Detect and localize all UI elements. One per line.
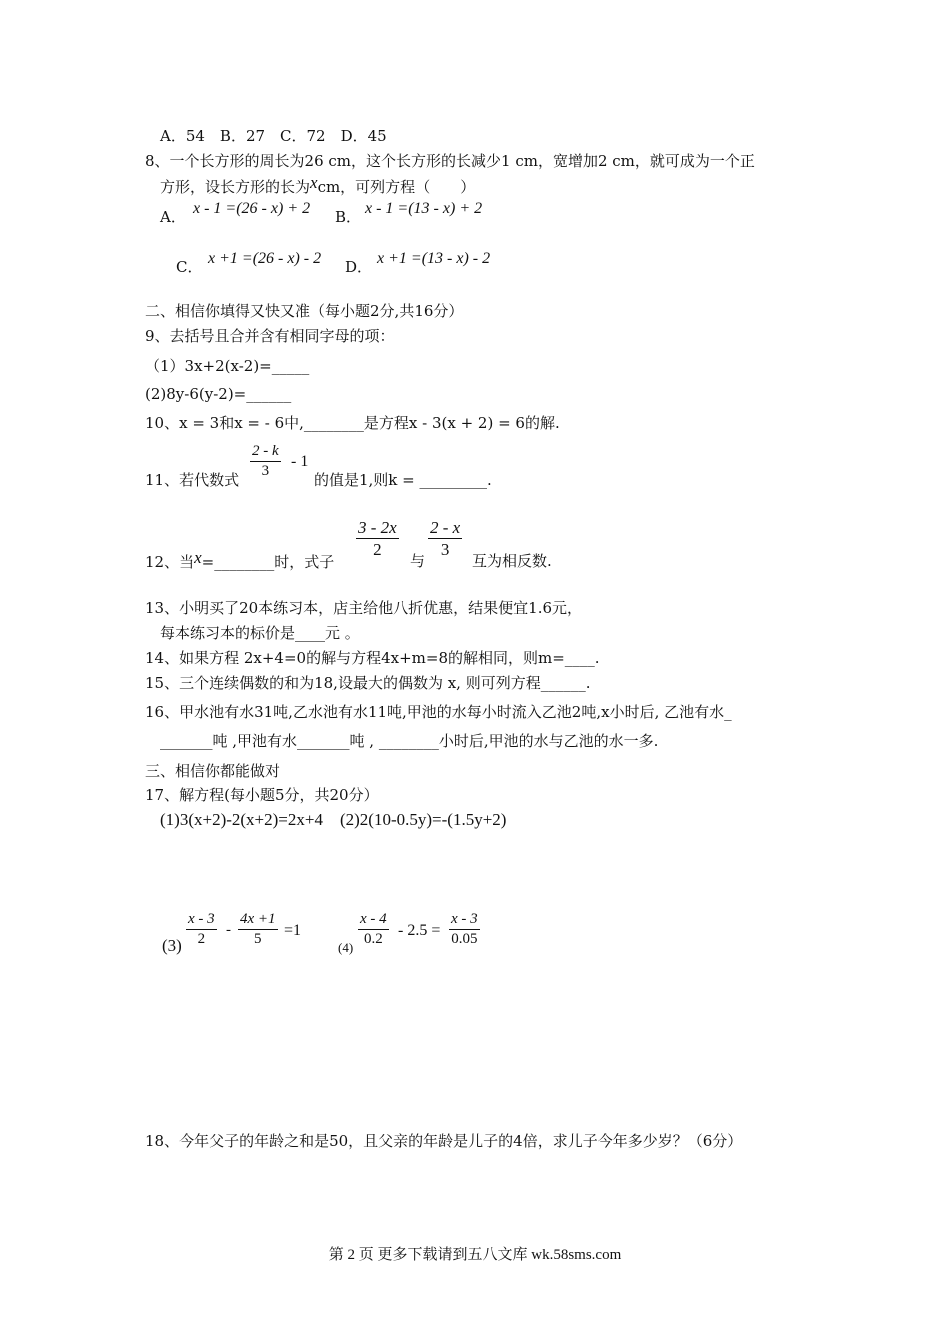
q12-fraction-2-numerator: 2 - x [428, 517, 462, 539]
q8-option-d-equation: x +1 =(13 - x) - 2 [377, 250, 491, 267]
q17-part-3-fraction-1 [186, 910, 217, 949]
q8-stem-pre: 方形，设长方形的长为 [160, 178, 311, 196]
q8-option-a-equation: x - 1 =(26 - x) + 2 [193, 200, 311, 217]
q17-part-3-label: (3) [162, 936, 182, 955]
q14-text: 14、如果方程 2x+4=0的解与方程4x+m=8的解相同，则m=____. [145, 649, 600, 667]
q12-fraction-1-numerator: 3 - 2x [356, 517, 399, 539]
q12-fraction-2-denominator: 3 [440, 540, 450, 560]
q11-fraction-numerator: 2 - k [250, 442, 281, 462]
q17-stem: 17、解方程(每小题5分，共20分） [145, 786, 379, 804]
q10-text: 10、x = 3和x = - 6中,________是方程x - 3(x + 2) = 6的解. [145, 414, 560, 432]
q8-option-c-equation: x +1 =(26 - x) - 2 [208, 250, 322, 267]
page-footer: 第 2 页 更多下载请到五八文库 wk.58sms.com [328, 1247, 622, 1263]
q11-minus-one: - 1 [291, 453, 309, 470]
q8-option-c-label: C． [176, 258, 203, 276]
q17-p3-f2-numerator: 4x +1 [238, 910, 278, 930]
q18-text: 18、今年父子的年龄之和是50，且父亲的年龄是儿子的4倍，求儿子今年多少岁？（6分） [145, 1132, 743, 1150]
q13-line-2: 每本练习本的标价是____元 。 [160, 624, 360, 642]
q17-part-3-fraction-2 [238, 910, 278, 949]
q17-p3-f1-denominator: 2 [197, 930, 206, 947]
q7-options: A．54 B．27 C．72 D．45 [160, 127, 387, 145]
q8-variable: x [310, 173, 318, 192]
q16-line-1: 16、甲水池有水31吨,乙水池有水11吨,甲池的水每小时流入乙池2吨,x小时后, 乙池有水_ [145, 703, 732, 721]
q8-stem-line2 [160, 173, 476, 197]
q12-fraction-1-denominator: 2 [373, 540, 382, 560]
q17-p4-f2-denominator: 0.05 [451, 930, 478, 947]
q8-option-b-label: B． [335, 208, 362, 226]
q17-p4-f1-denominator: 0.2 [363, 930, 383, 947]
q12-mid-text: =________时，式子 [201, 553, 335, 571]
q12-pre [145, 548, 335, 572]
q12-variable: x [194, 548, 202, 567]
section-2-title: 二、相信你填得又快又准（每小题2分,共16分） [145, 302, 464, 320]
q11-pre: 11、若代数式 [145, 471, 240, 489]
q12-fraction-2 [428, 517, 462, 561]
section-3-title: 三、相信你都能做对 [145, 762, 281, 780]
q12-fraction-1 [356, 517, 399, 561]
q17-part-4-label: (4) [338, 940, 354, 955]
q17-p3-f1-numerator: x - 3 [186, 910, 217, 930]
q13-line-1: 13、小明买了20本练习本，店主给他八折优惠，结果便宜1.6元， [145, 599, 583, 617]
q11-fraction-denominator: 3 [261, 462, 270, 479]
q17-part-4-fraction-1 [358, 910, 389, 949]
q11-post: 的值是1,则k = _________. [314, 471, 492, 489]
q17-p4-f2-numerator: x - 3 [449, 910, 480, 930]
q17-part-3-minus: - [226, 922, 231, 938]
q16-line-2: _______吨 ,甲池有水_______吨 , ________小时后,甲池的水与乙池的水一多. [160, 732, 659, 750]
q12-post: 互为相反数. [472, 552, 552, 570]
q17-parts-1-2: (1)3(x+2)-2(x+2)=2x+4 (2)2(10-0.5y)=-(1.5y+2) [160, 810, 507, 829]
q15-text: 15、三个连续偶数的和为18,设最大的偶数为 x, 则可列方程______. [145, 674, 591, 692]
q11-fraction [250, 442, 281, 481]
q17-part-4-fraction-2 [449, 910, 480, 949]
q8-option-a-label: A． [160, 208, 186, 226]
q17-p4-f1-numerator: x - 4 [358, 910, 389, 930]
q8-stem-line1: 8、一个长方形的周长为26 cm，这个长方形的长减少1 cm，宽增加2 cm，就可成为一个正 [145, 152, 755, 170]
q8-option-d-label: D． [345, 258, 373, 276]
q8-option-b-equation: x - 1 =(13 - x) + 2 [365, 200, 483, 217]
q12-and: 与 [410, 552, 426, 570]
q17-part-3-rhs: =1 [284, 922, 302, 939]
q9-part-1: （1）3x+2(x-2)=_____ [145, 357, 310, 375]
q17-part-4-middle: - 2.5 = [398, 922, 441, 939]
q12-pre-text: 12、当 [145, 553, 195, 571]
q17-p3-f2-denominator: 5 [254, 930, 262, 947]
q8-stem-post: cm，可列方程（ ） [317, 178, 476, 196]
q9-part-2: (2)8y-6(y-2)=______ [145, 385, 292, 403]
q9-stem: 9、去括号且合并含有相同字母的项： [145, 327, 395, 345]
